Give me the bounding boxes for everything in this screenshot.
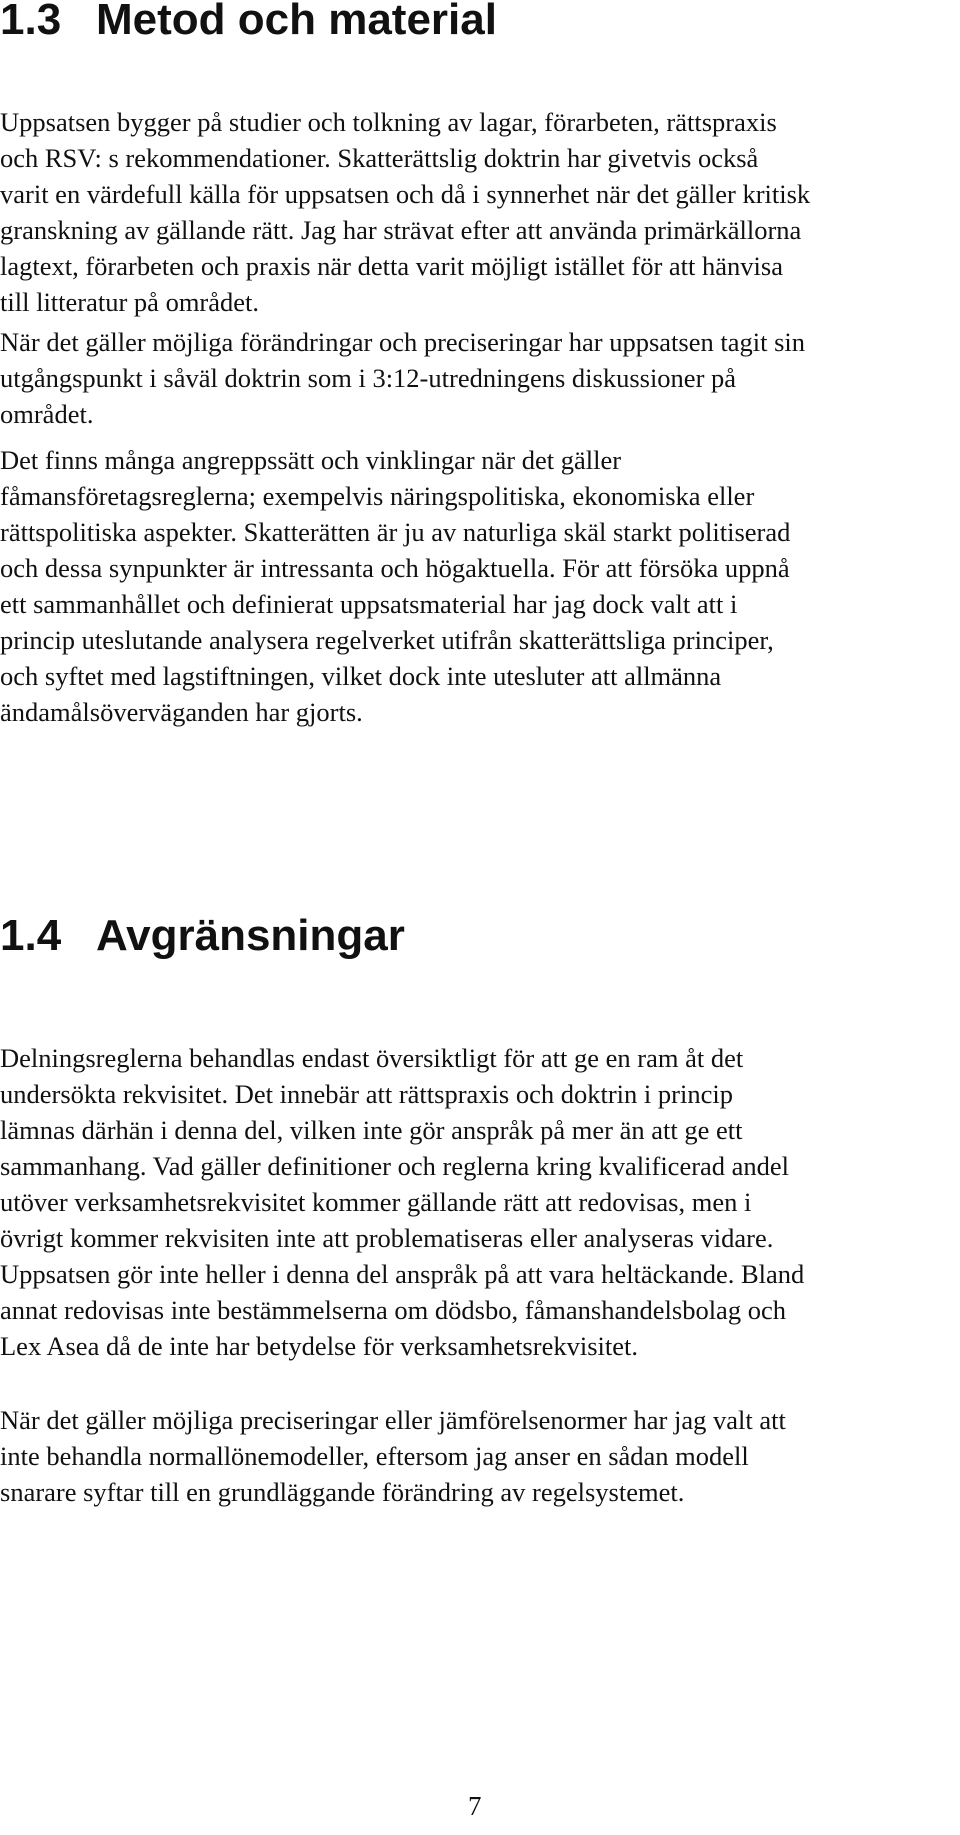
text-line: ett sammanhållet och definierat uppsatsmaterial har jag dock valt att i (0, 589, 738, 619)
text-line: fåmansföretagsreglerna; exempelvis näringspolitiska, ekonomiska eller (0, 481, 755, 511)
section-heading-avgransningar (0, 910, 405, 962)
paragraph-limitations-scope (0, 1040, 930, 1364)
text-line: varit en värdefull källa för uppsatsen och då i synnerhet när det gäller kritisk (0, 179, 811, 209)
text-line: och RSV: s rekommendationer. Skatterättslig doktrin har givetvis också (0, 143, 759, 173)
text-line: rättspolitiska aspekter. Skatterätten är ju av naturliga skäl starkt politiserad (0, 517, 791, 547)
text-line: Uppsatsen bygger på studier och tolkning av lagar, förarbeten, rättspraxis (0, 107, 777, 137)
paragraph-limitations-normal-salary (0, 1402, 930, 1510)
section-heading-metod-och-material (0, 0, 497, 46)
text-line: inte behandla normallönemodeller, eftersom jag anser en sådan modell (0, 1441, 749, 1471)
text-line: Delningsreglerna behandlas endast översiktligt för att ge en ram åt det (0, 1043, 744, 1073)
text-line: lagtext, förarbeten och praxis när detta varit möjligt istället för att hänvisa (0, 251, 783, 281)
text-line: och syftet med lagstiftningen, vilket dock inte utesluter att allmänna (0, 661, 722, 691)
text-line: utöver verksamhetsrekvisitet kommer gällande rätt att redovisas, men i (0, 1187, 752, 1217)
text-line: Uppsatsen gör inte heller i denna del anspråk på att vara heltäckande. Bland (0, 1259, 805, 1289)
text-line: övrigt kommer rekvisiten inte att problematiseras eller analyseras vidare. (0, 1223, 774, 1253)
text-line: området. (0, 399, 94, 429)
section-title: Metod och material (96, 0, 497, 44)
paragraph-method-sources (0, 104, 930, 320)
text-line: lämnas därhän i denna del, vilken inte gör anspråk på mer än att ge ett (0, 1115, 743, 1145)
text-line: och dessa synpunkter är intressanta och högaktuella. För att försöka uppnå (0, 553, 790, 583)
text-line: granskning av gällande rätt. Jag har strävat efter att använda primärkällorna (0, 215, 802, 245)
text-line: Lex Asea då de inte har betydelse för verksamhetsrekvisitet. (0, 1331, 638, 1361)
text-line: När det gäller möjliga preciseringar eller jämförelsenormer har jag valt att (0, 1405, 786, 1435)
section-title: Avgränsningar (96, 911, 405, 960)
paragraph-method-approaches (0, 442, 930, 730)
text-line: princip uteslutande analysera regelverket utifrån skatterättsliga principer, (0, 625, 774, 655)
paragraph-method-starting-point (0, 324, 930, 432)
text-line: annat redovisas inte bestämmelserna om dödsbo, fåmanshandelsbolag och (0, 1295, 786, 1325)
text-line: undersökta rekvisitet. Det innebär att rättspraxis och doktrin i princip (0, 1079, 733, 1109)
text-line: utgångspunkt i såväl doktrin som i 3:12-utredningens diskussioner på (0, 363, 737, 393)
page-number: 7 (468, 1791, 482, 1821)
text-line: sammanhang. Vad gäller definitioner och reglerna kring kvalificerad andel (0, 1151, 790, 1181)
section-number: 1.3 (0, 0, 62, 44)
text-line: Det finns många angreppssätt och vinklingar när det gäller (0, 445, 622, 475)
text-line: ändamålsöverväganden har gjorts. (0, 697, 363, 727)
text-line: till litteratur på området. (0, 287, 260, 317)
text-line: När det gäller möjliga förändringar och preciseringar har uppsatsen tagit sin (0, 327, 806, 357)
text-line: snarare syftar till en grundläggande förändring av regelsystemet. (0, 1477, 685, 1507)
section-number: 1.4 (0, 911, 62, 960)
